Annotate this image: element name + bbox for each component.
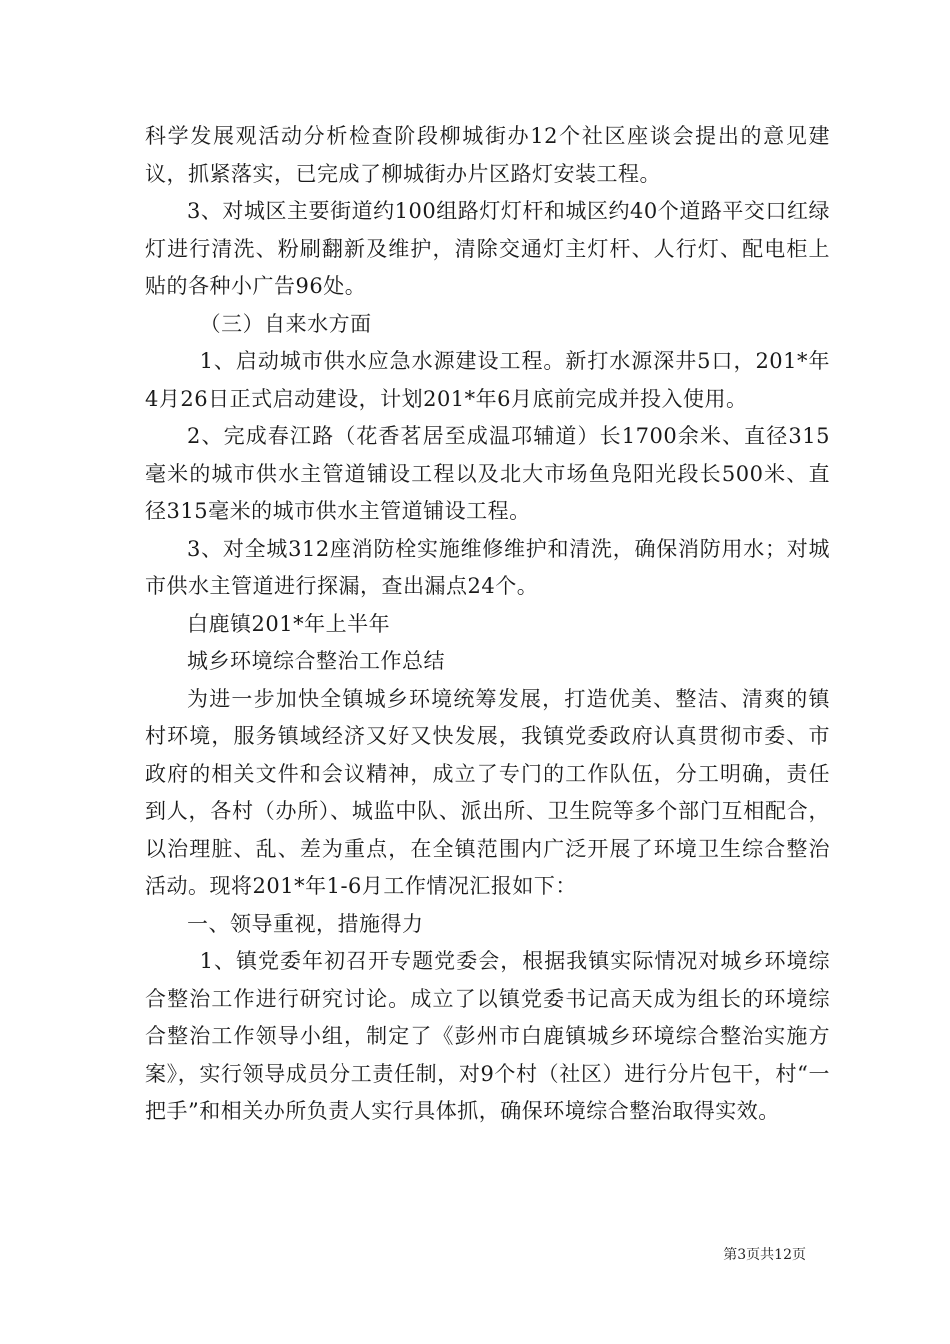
paragraph-continuation: 科学发展观活动分析检查阶段柳城街办12个社区座谈会提出的意见建议，抓紧落实，已完成了柳城街办片区路灯安装工程。: [145, 124, 830, 186]
page-number: 第3页共12页: [723, 1247, 806, 1263]
paragraph-fire-hydrant: 3、对全城312座消防栓实施维修维护和清洗，确保消防用水；对城市供水主管道进行探漏，查出漏点24个。: [145, 536, 830, 598]
section-heading-water-supply: （三）自来水方面: [199, 311, 372, 336]
paragraph-main-pipeline: 2、完成春江路（花香茗居至成温邛辅道）长1700余米、直径315毫米的城市供水主管道铺设工程以及北大市场鱼凫阳光段长500米、直径315毫米的城市供水主管道铺设工程。: [145, 424, 830, 523]
document-title-line-1: 白鹿镇201*年上半年: [187, 611, 391, 636]
paragraph-streetlight-maintenance: 3、对城区主要街道约100组路灯灯杆和城区约40个道路平交口红绿灯进行清洗、粉刷翻新及维护，清除交通灯主灯杆、人行灯、配电柜上贴的各种小广告96处。: [145, 199, 830, 298]
paragraph-party-committee: 1、镇党委年初召开专题党委会，根据我镇实际情况对城乡环境综合整治工作进行研究讨论。成立了以镇党委书记高天成为组长的环境综合整治工作领导小组，制定了《彭州市白鹿镇城乡环境综合整治实施方案》，实行领导成员分工责任制，对9个村（社区）进行分片包干，村“一把手”和相关办所负责人实行具体抓，确保环境综合整治取得实效。: [145, 949, 830, 1123]
section-heading-leadership: 一、领导重视，措施得力: [187, 911, 424, 936]
document-title-line-2: 城乡环境综合整治工作总结: [187, 649, 445, 673]
paragraph-introduction: 为进一步加快全镇城乡环境统筹发展，打造优美、整洁、清爽的镇村环境，服务镇域经济又好又快发展，我镇党委政府认真贯彻市委、市政府的相关文件和会议精神，成立了专门的工作队伍，分工明确，责任到人，各村（办所）、城监中队、派出所、卫生院等多个部门互相配合，以治理脏、乱、差为重点，在全镇范围内广泛开展了环境卫生综合整治活动。现将201*年1-6月工作情况汇报如下：: [145, 686, 830, 898]
document-body: [145, 118, 830, 1131]
paragraph-emergency-water-source: 1、启动城市供水应急水源建设工程。新打水源深井5口，201*年4月26日正式启动建设，计划201*年6月底前完成并投入使用。: [145, 349, 830, 411]
